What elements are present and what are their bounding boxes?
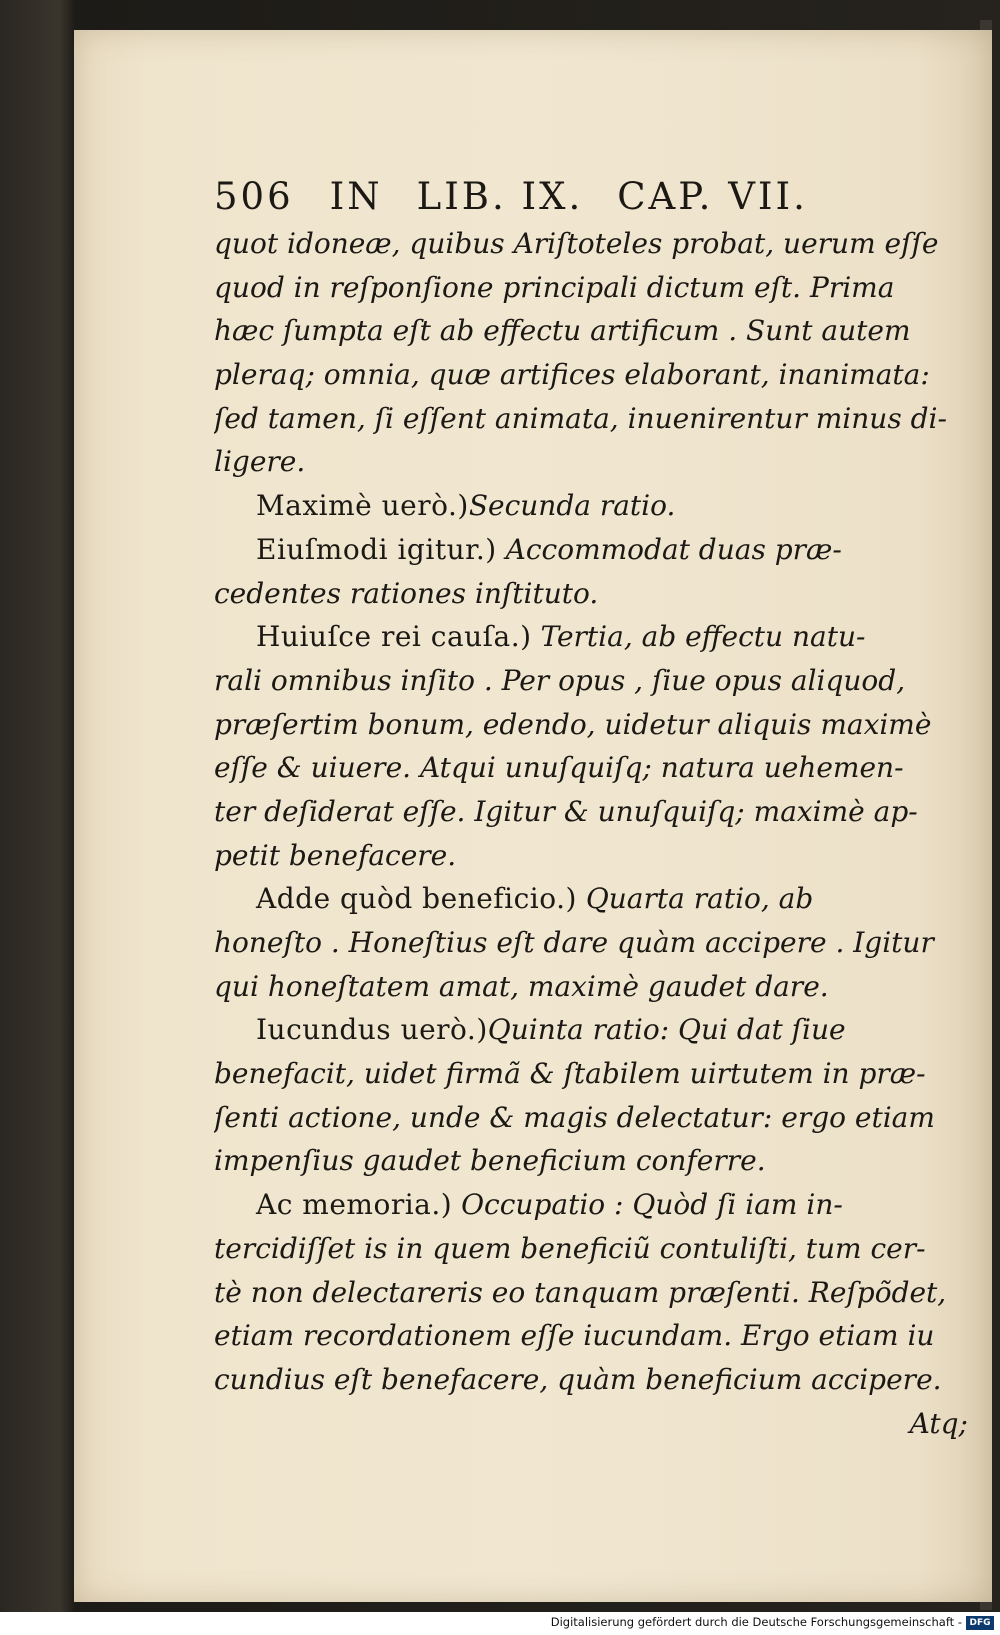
line-text: Tertia, ab effectu natu-	[531, 620, 866, 654]
text-line	[214, 921, 984, 965]
text-lines	[214, 222, 984, 1445]
lemma: Maximè uerò.)	[256, 489, 469, 523]
text-line	[214, 528, 984, 572]
line-text: ter deſiderat eſſe. Igitur & unuſquiſq; maximè ap-	[214, 794, 918, 828]
text-line	[214, 1227, 984, 1271]
text-line	[214, 440, 984, 484]
text-line	[214, 484, 984, 528]
page-number: 506	[214, 175, 294, 218]
line-text: pleraq; omnia, quæ artifices elaborant, inanimata:	[214, 358, 930, 392]
line-text: eſſe & uiuere. Atqui unuſquiſq; natura uehemen-	[214, 751, 904, 785]
line-text: benefacit, uidet firmã & ſtabilem uirtutem in præ-	[214, 1057, 926, 1091]
lemma: Iucundus uerò.)	[256, 1013, 488, 1047]
text-line	[214, 834, 984, 878]
funding-credit: Digitalisierung gefördert durch die Deutsche Forschungsgemeinschaft -	[550, 1615, 962, 1629]
text-line	[214, 965, 984, 1009]
text-line	[214, 746, 984, 790]
dfg-logo-icon: DFG	[966, 1616, 994, 1630]
line-text: ſenti actione, unde & magis delectatur: ergo etiam	[214, 1100, 935, 1134]
text-line	[214, 572, 984, 616]
line-text: qui honeſtatem amat, maximè gaudet dare.	[214, 969, 829, 1003]
text-line	[214, 397, 984, 441]
text-line	[214, 615, 984, 659]
line-text: rali omnibus inſito . Per opus , ſiue opus aliquod,	[214, 663, 906, 697]
line-text: Occupatio : Quòd ſi iam in-	[452, 1188, 843, 1222]
line-text: Quinta ratio: Qui dat ſiue	[487, 1013, 846, 1047]
text-line	[214, 1358, 984, 1402]
running-head	[214, 172, 984, 222]
line-text: etiam recordationem eſſe iucundam. Ergo etiam iu	[214, 1319, 935, 1353]
lemma: Eiuſmodi igitur.)	[256, 532, 497, 566]
running-head-liber: LIB. IX.	[416, 175, 584, 218]
lemma: Huiuſce rei cauſa.)	[256, 620, 532, 654]
line-text: cedentes rationes inſtituto.	[214, 576, 599, 610]
text-line	[214, 1052, 984, 1096]
line-text: Secunda ratio.	[468, 489, 676, 523]
line-text: hæc ſumpta eſt ab effectu artificum . Sunt autem	[214, 314, 911, 348]
running-head-chapter: CAP. VII.	[617, 175, 808, 218]
text-line	[214, 1314, 984, 1358]
text-line	[214, 1008, 984, 1052]
text-line	[214, 1139, 984, 1183]
text-line	[214, 266, 984, 310]
line-text: ſed tamen, ſi eſſent animata, inuenirentur minus di-	[214, 401, 947, 435]
lemma: Adde quòd beneficio.)	[256, 882, 577, 916]
text-line	[214, 703, 984, 747]
line-text: Accommodat duas præ-	[496, 532, 842, 566]
line-text: præſertim bonum, edendo, uidetur aliquis maximè	[214, 707, 932, 741]
text-line	[214, 790, 984, 834]
running-head-book: IN	[329, 175, 383, 218]
lemma: Ac memoria.)	[256, 1188, 453, 1222]
line-text: impenſius gaudet beneficium conferre.	[214, 1144, 766, 1178]
text-line	[214, 222, 984, 266]
line-text: quot idoneæ, quibus Ariſtoteles probat, uerum eſſe	[214, 227, 939, 260]
text-line	[214, 1096, 984, 1140]
line-text: quod in reſponſione principali dictum eſt. Prima	[214, 270, 895, 304]
line-text: cundius eſt benefacere, quàm beneficium accipere.	[214, 1362, 942, 1396]
line-text: tercidiſſet is in quem beneficiũ contuliſti, tum cer-	[214, 1231, 926, 1265]
footer-bar	[0, 1612, 1000, 1635]
line-text: Atq;	[909, 1406, 968, 1440]
line-text: petit benefacere.	[214, 838, 457, 872]
text-line	[214, 309, 984, 353]
line-text: ligere.	[214, 445, 306, 479]
line-text: Quarta ratio, ab	[576, 882, 814, 916]
page-text	[214, 172, 984, 1445]
text-line	[214, 1271, 984, 1315]
text-line	[214, 1402, 984, 1446]
line-text: honeſto . Honeſtius eſt dare quàm accipere . Igitur	[214, 926, 934, 959]
text-line	[214, 1183, 984, 1227]
text-line	[214, 659, 984, 703]
text-line	[214, 353, 984, 397]
text-line	[214, 877, 984, 921]
line-text: tè non delectareris eo tanquam præſenti. Reſpõdet,	[214, 1275, 947, 1309]
